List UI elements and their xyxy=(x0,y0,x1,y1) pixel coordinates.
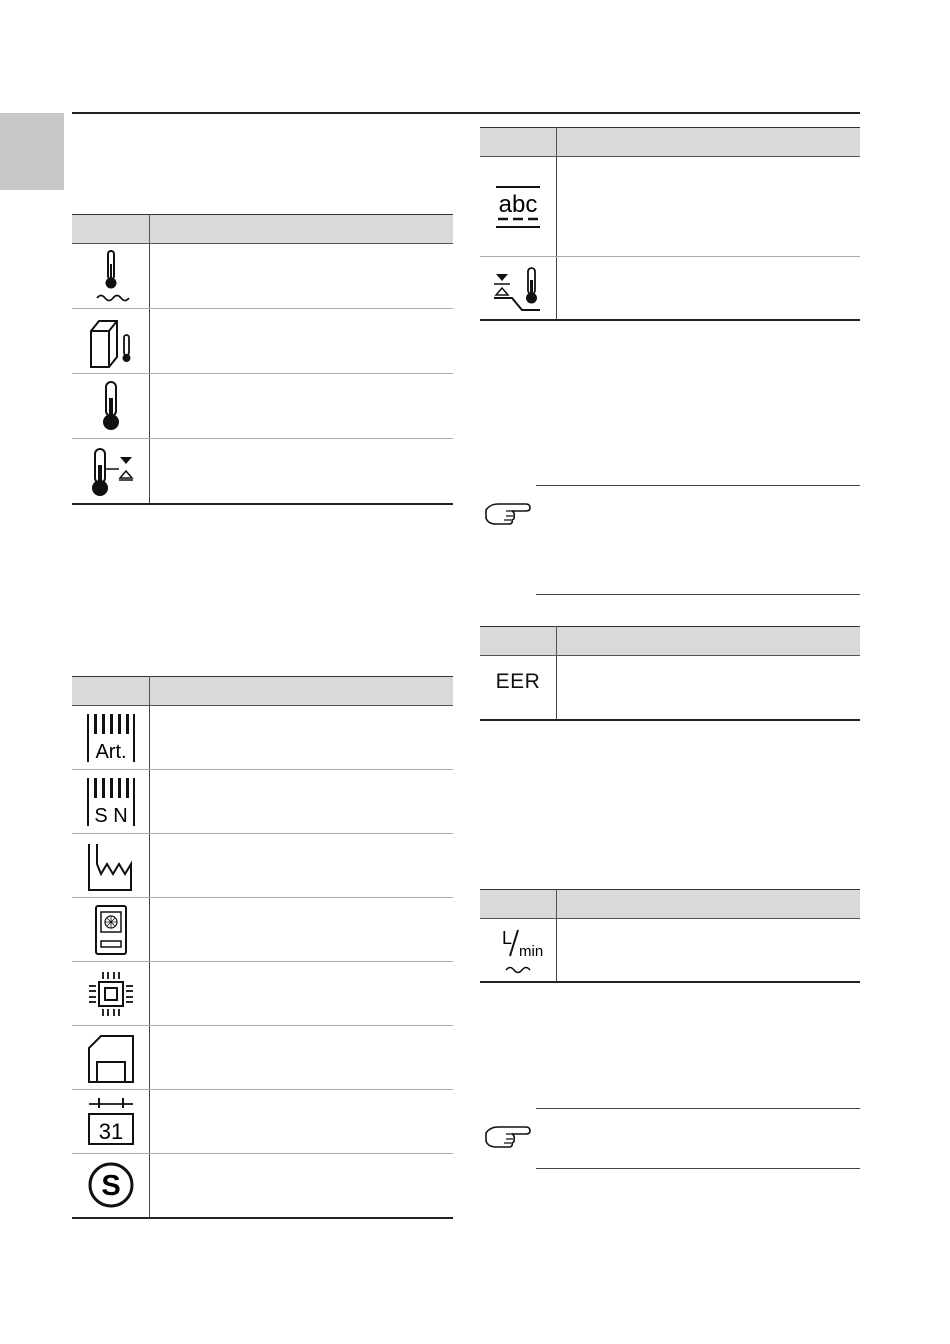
table-row xyxy=(72,1154,453,1218)
table-header xyxy=(480,128,860,157)
table-header xyxy=(480,890,860,919)
chapter-tab xyxy=(0,113,64,190)
icon-cell xyxy=(72,439,150,504)
icon-cell xyxy=(72,244,150,309)
table-row xyxy=(72,1090,453,1154)
icon-cell xyxy=(480,257,557,320)
right-top-table xyxy=(480,127,860,321)
table-row xyxy=(72,244,453,309)
service-icon xyxy=(85,1157,137,1213)
pointing-hand-icon xyxy=(482,1121,532,1151)
description-cell xyxy=(150,770,454,834)
description-cell xyxy=(150,1154,454,1218)
note-bottom-rule xyxy=(536,1168,860,1169)
header-rule xyxy=(72,112,860,114)
table-row xyxy=(72,309,453,374)
left-bottom-table xyxy=(72,676,453,1219)
table-header xyxy=(72,215,453,244)
box-thermometer-icon xyxy=(83,313,139,369)
icon-cell xyxy=(72,898,150,962)
table-row xyxy=(72,834,453,898)
description-cell xyxy=(150,244,454,309)
table-row xyxy=(72,439,453,504)
icon-cell xyxy=(72,1026,150,1090)
description-cell xyxy=(557,919,861,982)
abc-text-icon xyxy=(490,177,546,237)
description-cell xyxy=(150,309,454,374)
table-row xyxy=(72,898,453,962)
note-top-rule xyxy=(536,1108,860,1109)
note-top-rule xyxy=(536,485,860,486)
icon-cell xyxy=(72,770,150,834)
eer-icon: EER xyxy=(495,670,541,693)
flow-minute-text: min xyxy=(519,942,544,960)
table-row xyxy=(480,919,860,982)
icon-cell xyxy=(72,374,150,439)
thermometer-wave-icon xyxy=(91,248,131,304)
icon-cell xyxy=(480,656,557,720)
flow-liter-text: L xyxy=(502,927,513,948)
left-top-table xyxy=(72,214,453,505)
description-cell xyxy=(150,962,454,1026)
table-header xyxy=(72,677,453,706)
table-row xyxy=(72,1026,453,1090)
icon-cell xyxy=(72,706,150,770)
chip-icon xyxy=(85,966,137,1022)
table-row xyxy=(480,257,860,320)
description-cell xyxy=(150,1026,454,1090)
barcode-serial-text: S N xyxy=(93,804,128,827)
barcode-article-text: Art. xyxy=(94,740,127,763)
icon-cell xyxy=(72,834,150,898)
table-row xyxy=(72,706,453,770)
barcode-article-icon xyxy=(85,710,137,766)
memory-card-icon xyxy=(85,1030,137,1086)
description-cell xyxy=(557,257,861,320)
table-row xyxy=(480,656,860,720)
thermometer-icon xyxy=(91,378,131,434)
icon-cell xyxy=(72,1090,150,1154)
ramp-thermometer-icon xyxy=(490,260,546,316)
description-cell xyxy=(557,656,861,720)
pointing-hand-icon xyxy=(482,498,532,528)
note-bottom-rule xyxy=(536,594,860,595)
service-letter-text: S xyxy=(100,1170,121,1203)
thermometer-limits-icon xyxy=(83,443,139,499)
icon-cell xyxy=(480,919,557,982)
table-row xyxy=(72,770,453,834)
flow-rate-icon xyxy=(490,922,546,978)
description-cell xyxy=(150,439,454,504)
table-row xyxy=(480,157,860,257)
icon-cell xyxy=(72,962,150,1026)
abc-text: abc xyxy=(498,190,538,218)
right-bottom-table xyxy=(480,889,860,983)
description-cell xyxy=(150,706,454,770)
icon-cell xyxy=(480,157,557,257)
factory-icon xyxy=(85,838,137,894)
description-cell xyxy=(150,834,454,898)
right-mid-table xyxy=(480,626,860,721)
device-panel-icon xyxy=(85,902,137,958)
table-header xyxy=(480,627,860,656)
icon-cell xyxy=(72,309,150,374)
calendar-day-text: 31 xyxy=(98,1118,123,1144)
table-row xyxy=(72,374,453,439)
description-cell xyxy=(150,898,454,962)
description-cell xyxy=(557,157,861,257)
icon-cell xyxy=(72,1154,150,1218)
description-cell xyxy=(150,1090,454,1154)
table-row xyxy=(72,962,453,1026)
barcode-serial-icon xyxy=(85,774,137,830)
description-cell xyxy=(150,374,454,439)
calendar-icon xyxy=(85,1094,137,1150)
